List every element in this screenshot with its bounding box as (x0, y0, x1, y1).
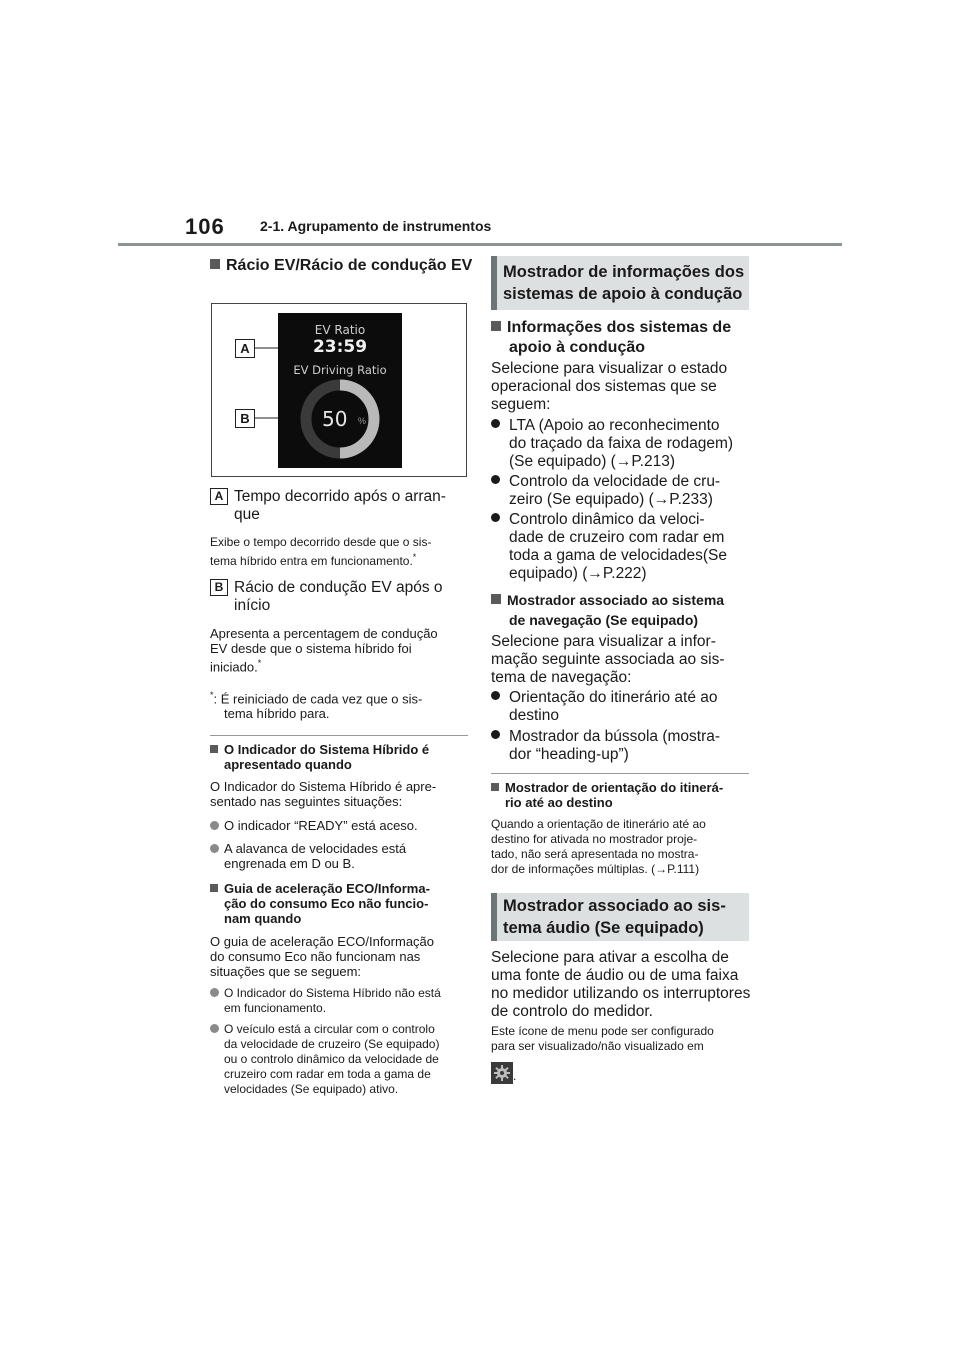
s1-bullet-radar-cruise: Controlo dinâmico da veloci- dade de cruzeiro com radar em toda a gama de velocidades(Se equipado) (→P.222) (491, 511, 751, 583)
sub1-bullet-1: O indicador “READY” está aceso. (210, 818, 468, 833)
s2-intro: Selecione para visualizar a infor- mação seguinte associada ao sis- tema de navegação: (491, 633, 725, 686)
s2-bullet-route: Orientação do itinerário até ao destino (491, 689, 751, 725)
square-bullet-icon (210, 259, 220, 269)
ev-ratio-heading: Rácio EV/Rácio de condução EV (210, 256, 486, 276)
sub2-intro: O guia de aceleração ECO/Informação do consumo Eco não funcionam nas situações que se seguem: (210, 934, 435, 979)
s4-note: Este ícone de menu pode ser configurado para ser visualizado/não visualizado em . (491, 1024, 714, 1083)
sub1-bullet-2: A alavanca de velocidades está engrenada em D ou B. (210, 841, 468, 871)
sub1-intro: O Indicador do Sistema Híbrido é apre- sentado nas seguintes situações: (210, 779, 437, 809)
banner-driving-support (491, 256, 749, 310)
item-a-title: A Tempo decorrido após o arran- que (210, 488, 468, 524)
s4-intro: Selecione para ativar a escolha de uma fonte de áudio ou de uma faixa no medidor utilizando os interruptores de controlo do medidor. (491, 949, 751, 1020)
banner-audio-text: Mostrador associado ao sis- tema áudio (Se equipado) (503, 897, 726, 937)
square-bullet-icon (491, 321, 501, 331)
square-bullet-icon (491, 594, 501, 604)
footnote: *: É reiniciado de cada vez que o sis- tema híbrido para. (210, 690, 423, 722)
ev-ratio-figure (211, 303, 467, 477)
item-a-tag: A (210, 488, 228, 505)
banner-bar (491, 893, 497, 941)
dot-bullet-icon (210, 844, 219, 853)
square-bullet-icon (491, 783, 499, 791)
section-title: 2-1. Agrupamento de instrumentos (260, 218, 492, 234)
s3-text: Quando a orientação de itinerário até ao destino for ativada no mostrador proje- tado, não será apresentada no mostra- dor de informações múltiplas. (→P.111) (491, 817, 706, 876)
round-bullet-icon (491, 513, 500, 522)
item-b-desc: Apresenta a percentagem de condução EV desde que o sistema híbrido foi iniciado.* (210, 626, 438, 675)
square-bullet-icon (210, 745, 218, 753)
ratio-value: 50 (322, 407, 348, 431)
elapsed-time: 23:59 (312, 337, 368, 357)
s1-bullet-cruise: Controlo da velocidade de cru- zeiro (Se equipado) (→P.233) (491, 473, 751, 509)
dot-bullet-icon (210, 1024, 219, 1033)
sub1-heading: O Indicador do Sistema Híbrido é apresentado quando (210, 742, 468, 772)
s3-heading: Mostrador de orientação do itinerá- rio até ao destino (491, 780, 751, 810)
round-bullet-icon (491, 419, 500, 428)
meter-screen (278, 313, 402, 468)
figure-tag-a: A (235, 339, 255, 358)
s1-intro: Selecione para visualizar o estado operacional dos sistemas que se seguem: (491, 360, 728, 413)
settings-note-line: . (491, 1062, 516, 1084)
item-a-desc: Exibe o tempo decorrido desde que o sis- tema híbrido entra em funcionamento.* (210, 535, 432, 568)
figure-tag-b: B (235, 409, 255, 428)
round-bullet-icon (491, 691, 500, 700)
dot-bullet-icon (210, 988, 219, 997)
gear-icon (491, 1062, 513, 1084)
sub2-bullet-2: O veículo está a circular com o controlo da velocidade de cruzeiro (Se equipado) ou o controlo dinâmico da velocidade de cruzeiro com radar em toda a gama de velocidades (Se equipado) ativo. (210, 1022, 468, 1097)
item-b-title: B Rácio de condução EV após o início (210, 579, 468, 615)
banner-bar (491, 256, 497, 310)
s1-heading: Informações dos sistemas de apoio à condução (491, 318, 751, 358)
header-rule (118, 243, 842, 246)
banner-driving-support-text: Mostrador de informações dos sistemas de apoio à condução (503, 263, 745, 303)
s2-heading: Mostrador associado ao sistema de navegação (Se equipado) (491, 590, 751, 630)
sub2-bullet-1: O Indicador do Sistema Híbrido não está em funcionamento. (210, 986, 468, 1016)
screen-title: EV Ratio (314, 323, 366, 337)
square-bullet-icon (210, 884, 218, 892)
driving-ratio-label: EV Driving Ratio (293, 363, 387, 377)
round-bullet-icon (491, 475, 500, 484)
left-divider (210, 735, 468, 736)
round-bullet-icon (491, 730, 500, 739)
right-divider (491, 773, 749, 774)
banner-audio (491, 893, 749, 941)
s2-bullet-compass: Mostrador da bússola (mostra- dor “heading-up”) (491, 728, 751, 764)
s1-bullet-lta: LTA (Apoio ao reconhecimento do traçado da faixa de rodagem) (Se equipado) (→P.213) (491, 417, 751, 471)
page-number: 106 (185, 214, 225, 239)
dot-bullet-icon (210, 821, 219, 830)
item-b-tag: B (210, 579, 228, 596)
sub2-heading: Guia de aceleração ECO/Informa- ção do consumo Eco não funcio- nam quando (210, 881, 468, 926)
ratio-unit: % (358, 416, 367, 426)
